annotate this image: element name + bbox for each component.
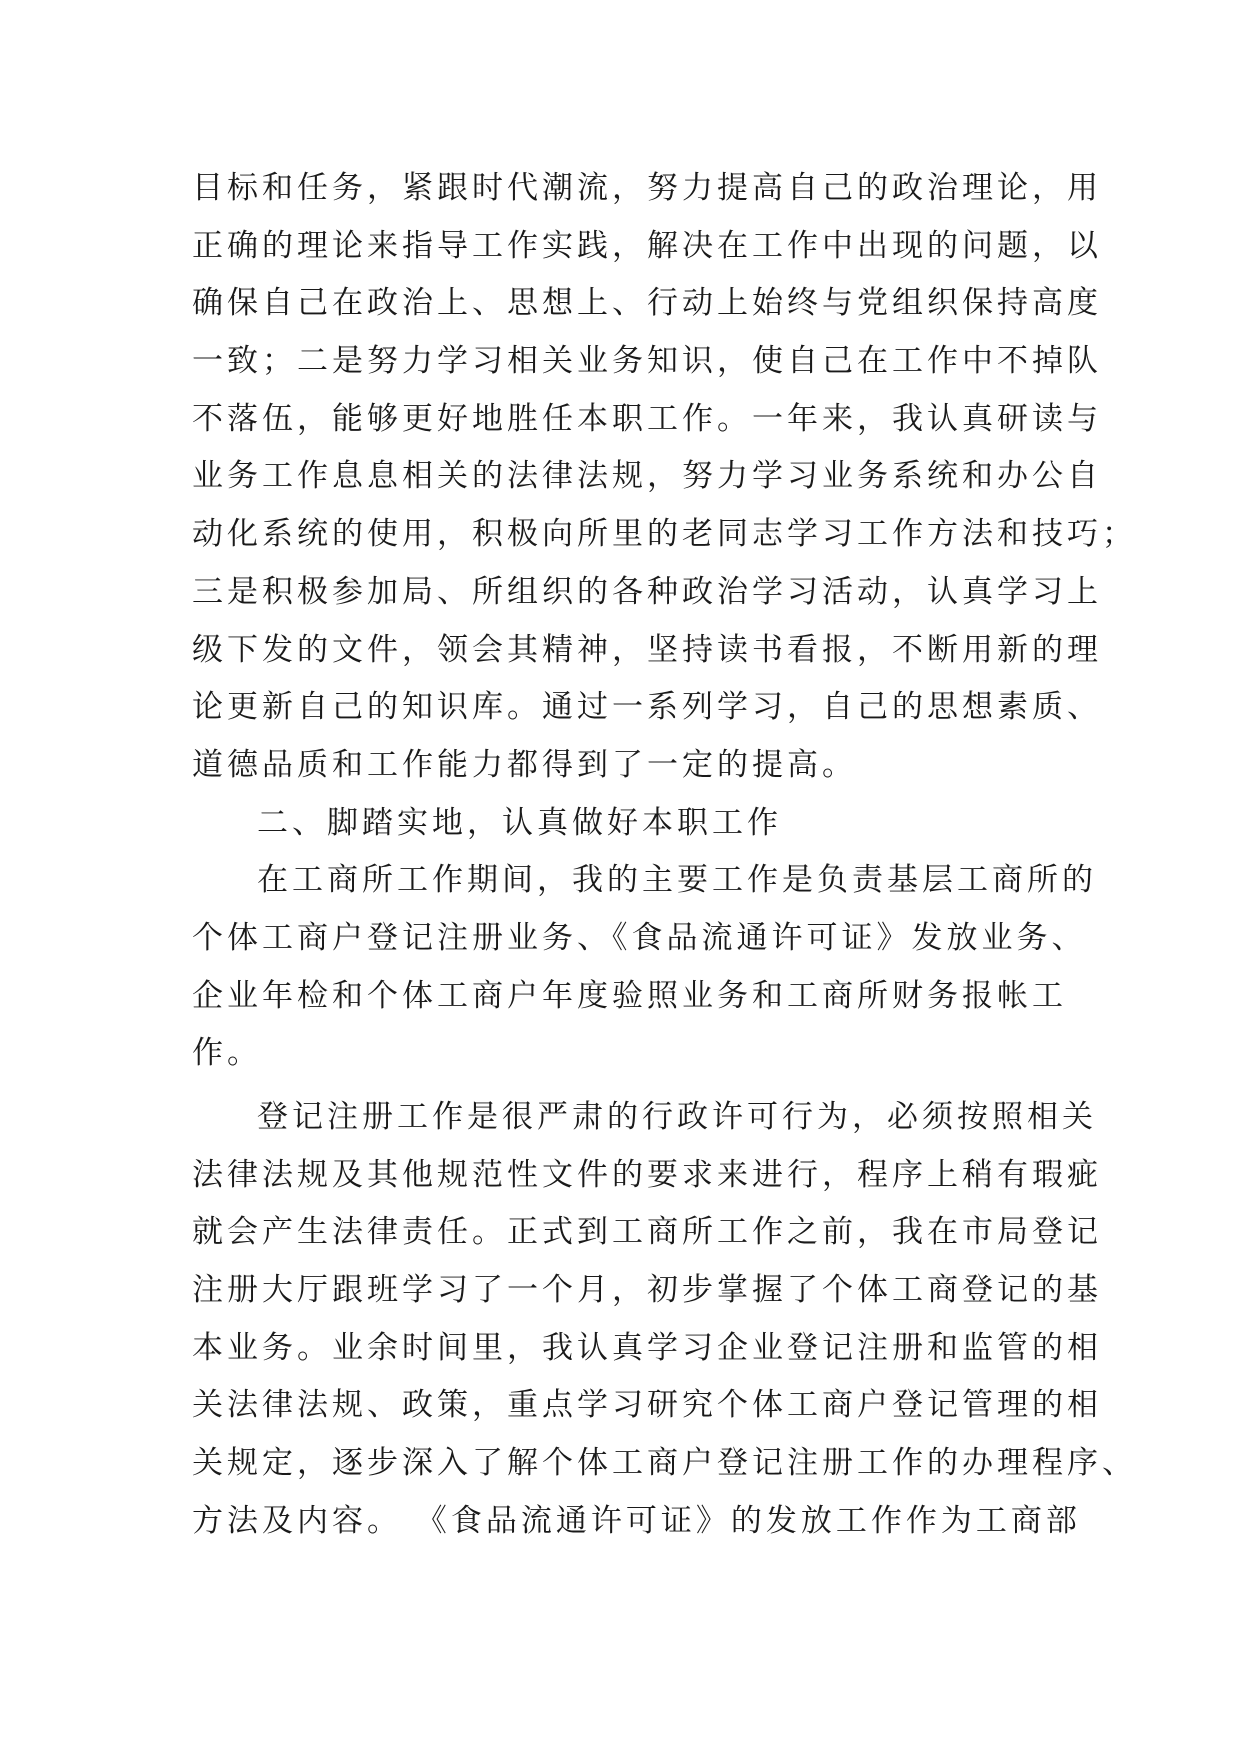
text-line: 动化系统的使用，积极向所里的老同志学习工作方法和技巧；	[192, 516, 1137, 553]
document-body	[192, 160, 1137, 1551]
text-line: 关法律法规、政策，重点学习研究个体工商户登记管理的相	[192, 1387, 1102, 1424]
text-line: 一致；二是努力学习相关业务知识，使自己在工作中不掉队	[192, 343, 1102, 380]
text-line: 法律法规及其他规范性文件的要求来进行，程序上稍有瑕疵	[192, 1156, 1102, 1193]
text-line: 论更新自己的知识库。通过一系列学习，自己的思想素质、	[192, 689, 1102, 726]
text-line: 级下发的文件，领会其精神，坚持读书看报，不断用新的理	[192, 631, 1102, 668]
paragraph-start-line: 登记注册工作是很严肃的行政许可行为，必须按照相关	[257, 1099, 1097, 1135]
text-line: 作。	[192, 1035, 262, 1072]
text-line: 本业务。业余时间里，我认真学习企业登记注册和监管的相	[192, 1329, 1102, 1366]
text-line: 业务工作息息相关的法律法规，努力学习业务系统和办公自	[192, 458, 1102, 495]
text-line: 个体工商户登记注册业务、《食品流通许可证》发放业务、	[192, 919, 1087, 956]
text-line: 不落伍，能够更好地胜任本职工作。一年来，我认真研读与	[192, 400, 1102, 437]
paragraph-start-line: 在工商所工作期间，我的主要工作是负责基层工商所的	[257, 862, 1097, 899]
text-line: 企业年检和个体工商户年度验照业务和工商所财务报帐工	[192, 977, 1067, 1014]
text-line: 确保自己在政治上、思想上、行动上始终与党组织保持高度	[192, 285, 1102, 322]
text-line: 目标和任务，紧跟时代潮流，努力提高自己的政治理论，用	[192, 170, 1102, 206]
text-line: 关规定，逐步深入了解个体工商户登记注册工作的办理程序、	[192, 1445, 1137, 1482]
text-line: 道德品质和工作能力都得到了一定的提高。	[192, 746, 857, 783]
text-line: 正确的理论来指导工作实践，解决在工作中出现的问题，以	[192, 227, 1102, 264]
text-line: 注册大厅跟班学习了一个月，初步掌握了个体工商登记的基	[192, 1272, 1102, 1309]
text-line: 就会产生法律责任。正式到工商所工作之前，我在市局登记	[192, 1214, 1102, 1251]
text-line: 方法及内容。 《食品流通许可证》的发放工作作为工商部	[192, 1502, 1081, 1539]
text-line: 三是积极参加局、所组织的各种政治学习活动，认真学习上	[192, 573, 1102, 610]
section-heading: 二、脚踏实地，认真做好本职工作	[257, 804, 782, 841]
